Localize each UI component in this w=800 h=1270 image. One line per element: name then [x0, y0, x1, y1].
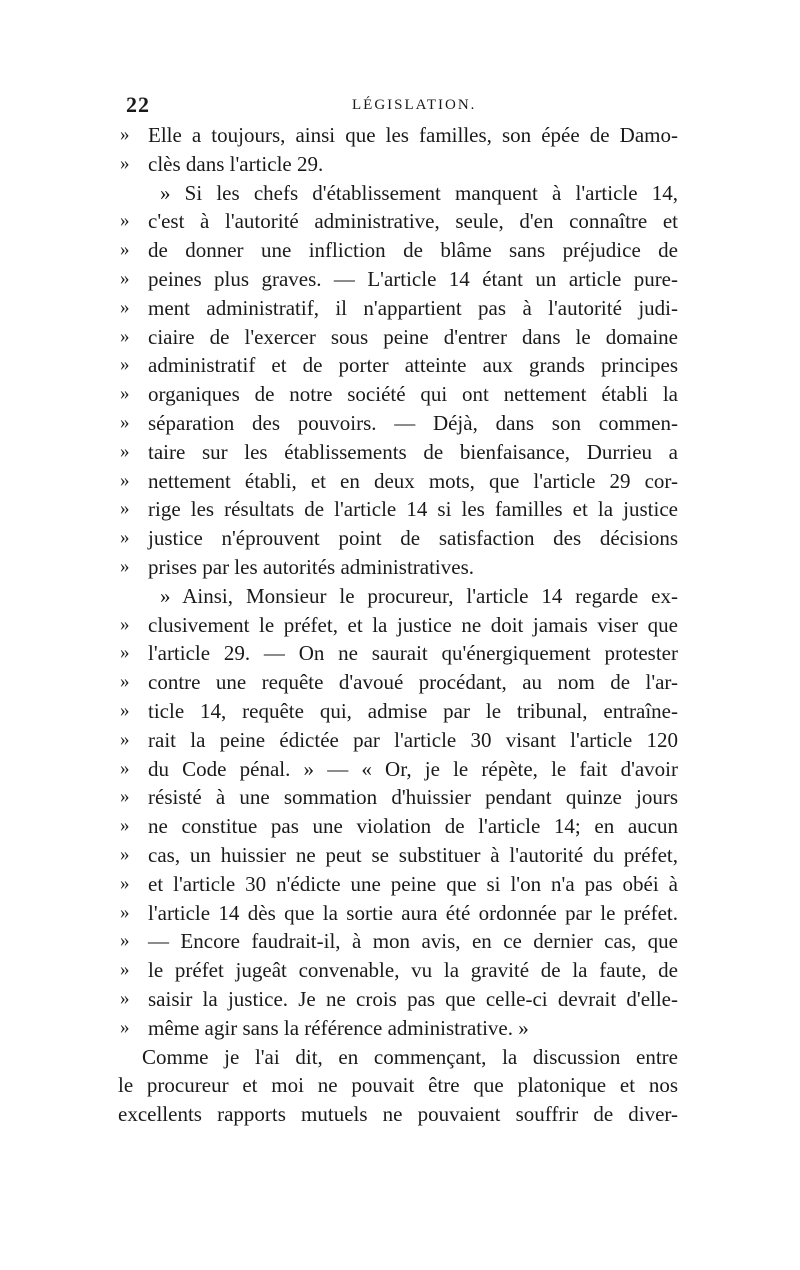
body-text — [118, 121, 678, 1129]
text-line — [118, 639, 678, 668]
line-text: organiques de notre société qui ont nettement établi la — [148, 382, 678, 407]
line-text: — Encore faudrait-il, à mon avis, en ce dernier cas, que — [148, 929, 678, 954]
line-text: ticle 14, requête qui, admise par le tribunal, entraîne- — [148, 698, 678, 723]
running-head: LÉGISLATION. — [352, 97, 477, 113]
quote-mark: » — [120, 440, 130, 462]
quote-mark: » — [120, 383, 130, 405]
page-header — [122, 92, 672, 116]
quote-mark: » — [120, 642, 130, 664]
line-text: le procureur et moi ne pouvait être que platonique et nos — [118, 1073, 678, 1098]
quote-mark: » — [120, 699, 130, 721]
line-text: » Si les chefs d'établissement manquent à l'article 14, — [160, 180, 678, 205]
text-line — [118, 1071, 678, 1100]
line-text: cas, un huissier ne peut se substituer à l'autorité du préfet, — [148, 842, 678, 867]
quote-mark: » — [120, 325, 130, 347]
line-text: ment administratif, il n'appartient pas à l'autorité judi- — [148, 295, 678, 320]
quote-mark: » — [120, 987, 130, 1009]
quote-mark: » — [120, 613, 130, 635]
text-line — [118, 841, 678, 870]
quote-mark: » — [120, 498, 130, 520]
quote-mark: » — [120, 555, 130, 577]
text-line — [118, 207, 678, 236]
line-text: ne constitue pas une violation de l'article 14; en aucun — [148, 814, 678, 839]
quote-mark: » — [120, 411, 130, 433]
quote-mark: » — [120, 354, 130, 376]
text-line — [118, 524, 678, 553]
line-text: peines plus graves. — L'article 14 étant un article pure- — [148, 266, 678, 291]
text-line — [118, 323, 678, 352]
quote-mark: » — [120, 815, 130, 837]
line-text: justice n'éprouvent point de satisfaction des décisions — [148, 526, 678, 551]
quote-mark: » — [120, 469, 130, 491]
text-line — [118, 1100, 678, 1129]
text-line — [118, 351, 678, 380]
text-line — [118, 927, 678, 956]
text-line — [118, 668, 678, 697]
text-line — [118, 956, 678, 985]
text-line — [118, 553, 678, 582]
text-line — [118, 783, 678, 812]
quote-mark: » — [120, 152, 130, 174]
line-text: clusivement le préfet, et la justice ne doit jamais viser que — [148, 612, 678, 637]
quote-mark: » — [120, 210, 130, 232]
line-text: Elle a toujours, ainsi que les familles, son épée de Damo- — [148, 123, 678, 147]
line-text: c'est à l'autorité administrative, seule, d'en connaître et — [148, 209, 678, 234]
quote-mark: » — [120, 527, 130, 549]
line-text: même agir sans la référence administrative. » — [148, 1015, 529, 1040]
line-text: de donner une infliction de blâme sans préjudice de — [148, 238, 678, 263]
page-number: 22 — [126, 92, 150, 117]
text-line — [118, 467, 678, 496]
line-text: rige les résultats de l'article 14 si les familles et la justice — [148, 497, 678, 522]
quote-mark: » — [120, 1016, 130, 1038]
line-text: saisir la justice. Je ne crois pas que celle-ci devrait d'elle- — [148, 986, 678, 1011]
text-line — [118, 179, 678, 208]
text-line — [118, 899, 678, 928]
line-text: du Code pénal. » — « Or, je le répète, le fait d'avoir — [148, 756, 678, 781]
quote-mark: » — [120, 959, 130, 981]
line-text: excellents rapports mutuels ne pouvaient souffrir de diver- — [118, 1102, 678, 1127]
text-line — [118, 294, 678, 323]
text-line — [118, 438, 678, 467]
line-text: séparation des pouvoirs. — Déjà, dans son commen- — [148, 410, 678, 435]
text-line — [118, 697, 678, 726]
text-line — [118, 1014, 678, 1043]
line-text: taire sur les établissements de bienfaisance, Durrieu a — [148, 439, 678, 464]
line-text: résisté à une sommation d'huissier pendant quinze jours — [148, 785, 678, 810]
quote-mark: » — [120, 728, 130, 750]
quote-mark: » — [120, 786, 130, 808]
line-text: rait la peine édictée par l'article 30 visant l'article 120 — [148, 727, 678, 752]
quote-mark: » — [120, 296, 130, 318]
quote-mark: » — [120, 872, 130, 894]
line-text: Comme je l'ai dit, en commençant, la discussion entre — [142, 1044, 678, 1069]
line-text: ciaire de l'exercer sous peine d'entrer dans le domaine — [148, 324, 678, 349]
quote-mark: » — [120, 671, 130, 693]
text-line — [118, 236, 678, 265]
text-line — [118, 582, 678, 611]
line-text: et l'article 30 n'édicte une peine que si l'on n'a pas obéi à — [148, 871, 678, 896]
quote-mark: » — [120, 267, 130, 289]
quote-mark: » — [120, 930, 130, 952]
text-line — [118, 812, 678, 841]
line-text: prises par les autorités administratives. — [148, 554, 475, 579]
text-line — [118, 1043, 678, 1072]
text-line — [118, 265, 678, 294]
quote-mark: » — [120, 757, 130, 779]
line-text: nettement établi, et en deux mots, que l'article 29 cor- — [148, 468, 678, 493]
quote-mark: » — [120, 239, 130, 261]
text-line — [118, 150, 678, 179]
quote-mark: » — [120, 901, 130, 923]
text-line — [118, 380, 678, 409]
text-line — [118, 755, 678, 784]
line-text: contre une requête d'avoué procédant, au nom de l'ar- — [148, 670, 678, 695]
text-line — [118, 726, 678, 755]
line-text: l'article 29. — On ne saurait qu'énergiquement protester — [148, 641, 678, 666]
quote-mark: » — [120, 843, 130, 865]
text-line — [118, 409, 678, 438]
line-text: l'article 14 dès que la sortie aura été ordonnée par le préfet. — [148, 900, 678, 925]
text-line — [118, 495, 678, 524]
text-line — [118, 985, 678, 1014]
line-text: le préfet jugeât convenable, vu la gravité de la faute, de — [148, 958, 678, 983]
text-line — [118, 611, 678, 640]
quote-mark: » — [120, 124, 130, 145]
line-text: administratif et de porter atteinte aux grands principes — [148, 353, 678, 378]
line-text: » Ainsi, Monsieur le procureur, l'article 14 regarde ex- — [160, 583, 678, 608]
line-text: clès dans l'article 29. — [148, 151, 324, 176]
text-line — [118, 870, 678, 899]
text-line — [118, 121, 678, 150]
